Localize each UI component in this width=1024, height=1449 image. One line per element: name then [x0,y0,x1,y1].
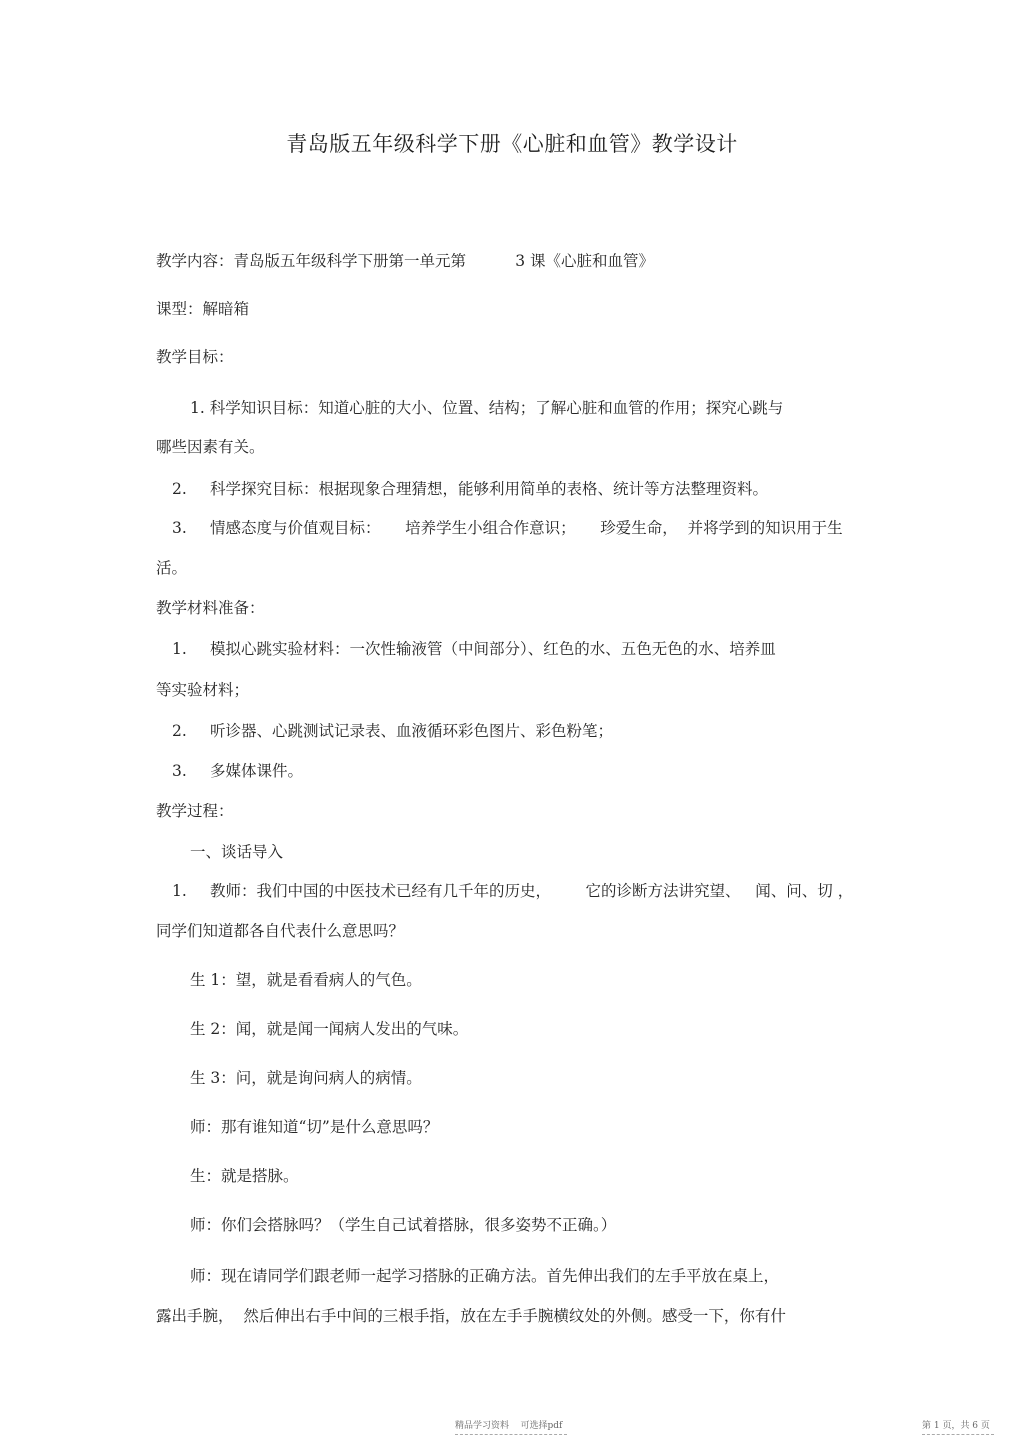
section-1-heading: 一、谈话导入 [190,843,284,861]
student-3-answer: 生 3：问，就是询问病人的病情。 [190,1069,422,1087]
process-1-number: 1. [172,882,187,900]
process-1-line-2: 同学们知道都各自代表什么意思吗？ [156,922,405,940]
material-1-number: 1. [172,640,187,658]
material-3-text: 多媒体课件。 [210,762,304,780]
student-1-answer: 生 1：望，就是看看病人的气色。 [190,971,422,989]
footer-right-divider [922,1434,994,1435]
student-4-answer: 生：就是搭脉。 [190,1167,299,1185]
material-3 [172,761,303,781]
goal-3-number: 3. [172,519,187,537]
material-1-text: 模拟心跳实验材料：一次性输液管（中间部分）、红色的水、五色无色的水、培养皿 [210,640,776,658]
teacher-question-1: 师：那有谁知道“切”是什么意思吗？ [190,1118,439,1136]
process-1-text: 教师：我们中国的中医技术已经有几千年的历史， 它的诊断方法讲究望、 闻、问、切 ， [210,882,854,900]
teacher-instruction-line-1: 师：现在请同学们跟老师一起学习搭脉的正确方法。首先伸出我们的左手平放在桌上， [190,1267,780,1285]
goal-1-line-2: 哪些因素有关。 [156,438,265,456]
footer-left-divider [455,1434,567,1435]
material-1-line-2: 等实验材料； [156,681,250,699]
footer-page-number: 第 1 页，共 6 页 [922,1421,990,1431]
material-3-number: 3. [172,762,187,780]
materials-heading: 教学材料准备： [156,599,265,617]
footer-left-text: 精品学习资料 可选择pdf [455,1421,563,1431]
teaching-content: 教学内容：青岛版五年级科学下册第一单元第 3 课《心脏和血管》 [156,252,655,270]
teacher-question-2: 师：你们会搭脉吗？（学生自己试着搭脉，很多姿势不正确。） [190,1216,617,1234]
material-2-text: 听诊器、心跳测试记录表、血液循环彩色图片、彩色粉笔； [210,722,614,740]
goal-2 [172,479,768,499]
goals-heading: 教学目标： [156,348,234,366]
process-1 [172,881,853,901]
lesson-type: 课型：解暗箱 [156,300,250,318]
process-heading: 教学过程： [156,802,234,820]
goal-3-text: 情感态度与价值观目标： 培养学生小组合作意识； 珍爱生命， 并将学到的知识用于生 [210,519,843,537]
goal-2-number: 2. [172,480,187,498]
goal-2-text: 科学探究目标：根据现象合理猜想，能够利用简单的表格、统计等方法整理资料。 [210,480,769,498]
material-1 [172,639,776,659]
goal-1-line-1: 1. 科学知识目标：知道心脏的大小、位置、结构；了解心脏和血管的作用；探究心跳与 [190,399,784,417]
goal-3-line-2: 活。 [156,559,188,577]
material-2-number: 2. [172,722,187,740]
goal-3 [172,518,843,538]
page-title: 青岛版五年级科学下册《心脏和血管》教学设计 [286,132,738,156]
student-2-answer: 生 2：闻，就是闻一闻病人发出的气味。 [190,1020,469,1038]
material-2 [172,721,613,741]
teacher-instruction-line-2: 露出手腕， 然后伸出右手中间的三根手指，放在左手手腕横纹处的外侧。感受一下，你有什 [156,1307,786,1325]
